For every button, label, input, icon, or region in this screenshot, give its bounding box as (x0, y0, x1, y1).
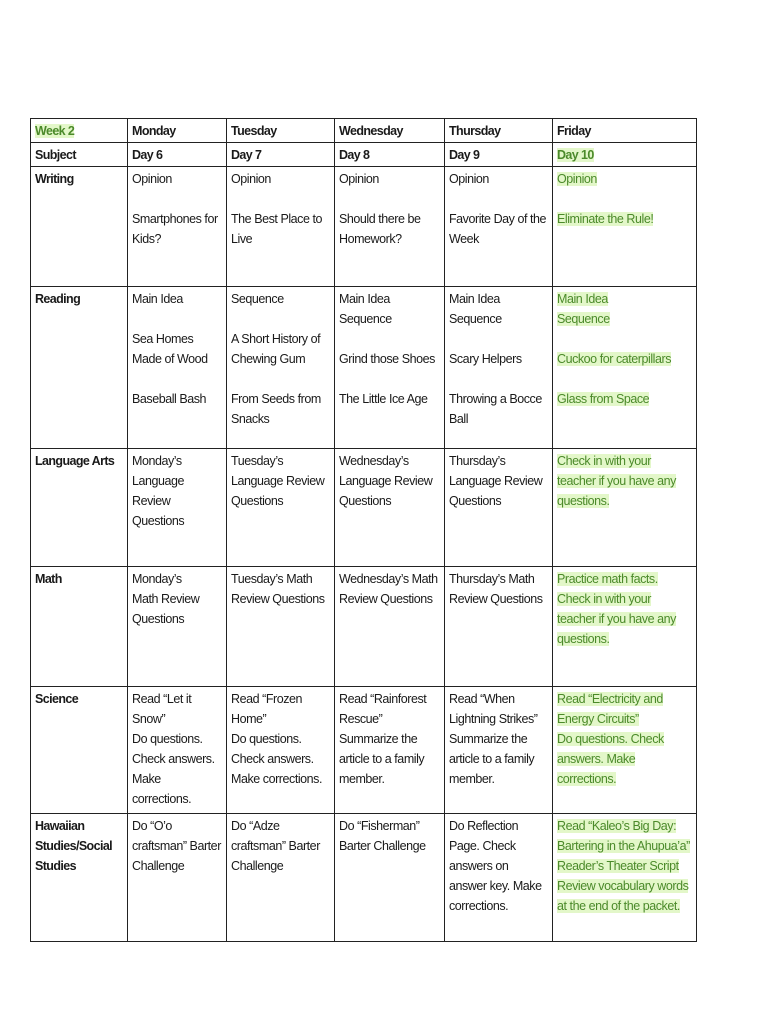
cell-text: From Seeds from Snacks (231, 392, 321, 426)
cell-text: Should there be Homework? (339, 212, 421, 246)
cell-text: Thursday’s Math Review Questions (449, 572, 543, 606)
cell-wednesday (335, 814, 445, 942)
cell-text: Opinion (231, 172, 271, 186)
subject-row (31, 687, 697, 814)
cell-text-line: Monday’s (132, 572, 182, 586)
cell-text: Tuesday’s Language Review Questions (231, 454, 325, 508)
cell-text (557, 816, 692, 916)
day-header-wednesday: Wednesday (335, 119, 445, 143)
cell-text: Baseball Bash (132, 392, 207, 406)
week-label: Week 2 (31, 119, 128, 143)
cell-text (557, 569, 692, 649)
cell-text: Tuesday’s Math Review Questions (231, 572, 325, 606)
cell-thursday (445, 687, 553, 814)
cell-text-line: Sequence (449, 312, 502, 326)
cell-text: A Short History of Chewing Gum (231, 332, 321, 366)
cell-text-line: Main Idea (339, 292, 390, 306)
weekly-schedule-table (30, 118, 697, 942)
cell-text-line: Read “When Lightning Strikes” (449, 692, 538, 726)
subject-label: Reading (31, 287, 128, 449)
cell-text: The Little Ice Age (339, 392, 428, 406)
cell-wednesday (335, 567, 445, 687)
cell-text-line: Sequence (339, 312, 392, 326)
day-number-tuesday: Day 7 (227, 143, 335, 167)
cell-text: Do “Fisherman” Barter Challenge (339, 819, 426, 853)
cell-text: Do “Adze craftsman” Barter Challenge (231, 819, 320, 873)
day-number-thursday: Day 9 (445, 143, 553, 167)
cell-text (557, 389, 692, 409)
cell-friday (553, 449, 697, 567)
subject-label: Language Arts (31, 449, 128, 567)
cell-text-line: Glass from Space (557, 392, 650, 406)
cell-text-line: Main Idea (449, 292, 500, 306)
subject-row (31, 287, 697, 449)
cell-monday (128, 814, 227, 942)
subject-label: Math (31, 567, 128, 687)
cell-text: Opinion (339, 172, 379, 186)
cell-text: Smartphones for Kids? (132, 212, 218, 246)
cell-thursday (445, 449, 553, 567)
cell-monday (128, 687, 227, 814)
cell-text: Do “O’o craftsman” Barter Challenge (132, 819, 221, 873)
cell-text-line: Summarize the article to a family member. (339, 732, 425, 786)
cell-text: The Best Place to Live (231, 212, 323, 246)
cell-text: Sea Homes Made of Wood (132, 332, 208, 366)
cell-text-line: Check in with your teacher if you have any questions. (557, 454, 676, 508)
cell-friday (553, 567, 697, 687)
cell-tuesday (227, 687, 335, 814)
day-number-monday: Day 6 (128, 143, 227, 167)
cell-thursday (445, 814, 553, 942)
subject-label: Writing (31, 167, 128, 287)
cell-text (132, 569, 222, 629)
cell-wednesday (335, 687, 445, 814)
day-header-friday: Friday (553, 119, 697, 143)
cell-text: Wednesday’s Math Review Questions (339, 572, 438, 606)
cell-text-line: Practice math facts. (557, 572, 658, 586)
cell-text-line: Cuckoo for caterpillars (557, 352, 672, 366)
subject-label: Hawaiian Studies/Social Studies (31, 814, 128, 942)
cell-thursday (445, 567, 553, 687)
cell-tuesday (227, 167, 335, 287)
cell-text-line: Opinion (557, 172, 597, 186)
cell-text-line: Read “Rainforest Rescue” (339, 692, 427, 726)
cell-wednesday (335, 449, 445, 567)
cell-text (449, 289, 548, 329)
cell-friday (553, 814, 697, 942)
cell-monday (128, 287, 227, 449)
cell-text-line: Do questions. Check answers. Make corrections. (231, 732, 322, 786)
cell-text: Thursday’s Language Review Questions (449, 454, 543, 508)
cell-thursday (445, 167, 553, 287)
cell-friday (553, 287, 697, 449)
cell-text: Favorite Day of the Week (449, 212, 547, 246)
cell-text (132, 689, 222, 809)
cell-text (557, 349, 692, 369)
cell-text-line: Read “Let it Snow” (132, 692, 192, 726)
cell-text (557, 289, 692, 329)
cell-text-line: Read “Frozen Home” (231, 692, 303, 726)
cell-text: Main Idea (132, 292, 183, 306)
cell-wednesday (335, 287, 445, 449)
cell-text: Do Reflection Page. Check answers on answer key. Make corrections. (449, 819, 542, 913)
cell-text-line: Check in with your teacher if you have any questions. (557, 592, 676, 646)
cell-text: Opinion (132, 172, 172, 186)
subject-label: Science (31, 687, 128, 814)
day-header-thursday: Thursday (445, 119, 553, 143)
cell-text-line: Review vocabulary words at the end of the packet. (557, 879, 689, 913)
day-number-row (31, 143, 697, 167)
cell-monday (128, 167, 227, 287)
cell-text: Grind those Shoes (339, 352, 435, 366)
cell-text: Throwing a Bocce Ball (449, 392, 542, 426)
subject-row (31, 567, 697, 687)
cell-text (557, 689, 692, 789)
cell-text (557, 209, 692, 229)
cell-text-line: Eliminate the Rule! (557, 212, 654, 226)
cell-thursday (445, 287, 553, 449)
cell-friday (553, 687, 697, 814)
cell-text: Scary Helpers (449, 352, 522, 366)
cell-text: Opinion (449, 172, 489, 186)
cell-text: Sequence (231, 292, 284, 306)
day-number-friday: Day 10 (553, 143, 697, 167)
cell-friday (553, 167, 697, 287)
subject-column-label: Subject (31, 143, 128, 167)
cell-monday (128, 449, 227, 567)
cell-text-line: Reader’s Theater Script (557, 859, 679, 873)
cell-text-line: Do questions. Check answers. Make corrections. (557, 732, 664, 786)
cell-text (557, 451, 692, 511)
cell-text (339, 289, 440, 329)
cell-text (231, 689, 330, 789)
cell-text-line: Do questions. Check answers. Make corrections. (132, 732, 215, 806)
cell-text (557, 169, 692, 189)
cell-text-line: Sequence (557, 312, 610, 326)
header-row (31, 119, 697, 143)
cell-tuesday (227, 567, 335, 687)
cell-monday (128, 567, 227, 687)
cell-text (339, 689, 440, 789)
subject-rows (31, 167, 697, 942)
subject-row (31, 167, 697, 287)
day-number-wednesday: Day 8 (335, 143, 445, 167)
cell-text-line: Summarize the article to a family member. (449, 732, 535, 786)
cell-text-line: Main Idea (557, 292, 608, 306)
subject-row (31, 449, 697, 567)
subject-row (31, 814, 697, 942)
cell-tuesday (227, 449, 335, 567)
cell-text-line: Math Review Questions (132, 592, 200, 626)
day-header-monday: Monday (128, 119, 227, 143)
cell-text (449, 689, 548, 789)
cell-text: Monday’s Language Review Questions (132, 454, 185, 528)
cell-wednesday (335, 167, 445, 287)
cell-text-line: Read “Kaleo’s Big Day: Bartering in the Ahupua’a” (557, 819, 690, 853)
cell-tuesday (227, 287, 335, 449)
cell-tuesday (227, 814, 335, 942)
cell-text: Wednesday’s Language Review Questions (339, 454, 433, 508)
cell-text-line: Read “Electricity and Energy Circuits” (557, 692, 663, 726)
day-header-tuesday: Tuesday (227, 119, 335, 143)
